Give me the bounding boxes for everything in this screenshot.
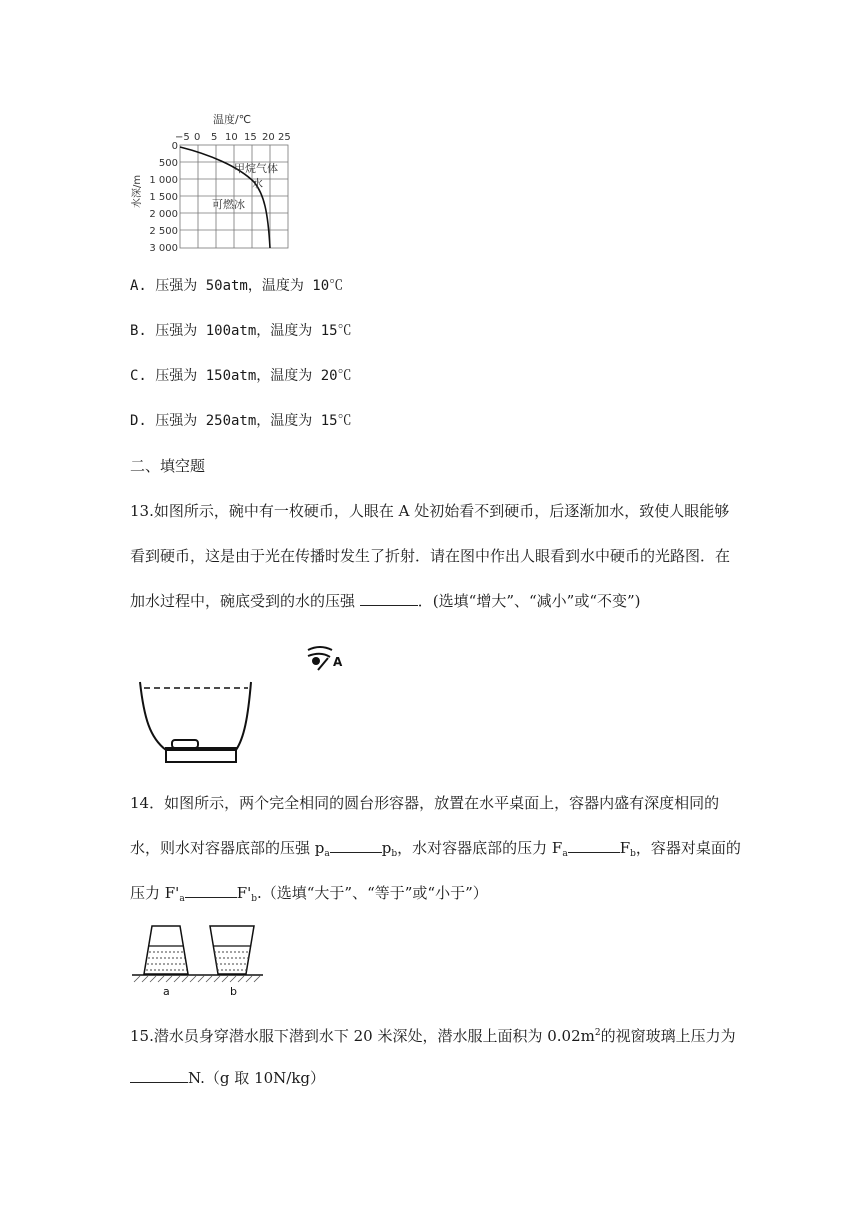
y-tick: 2 500 — [149, 226, 178, 237]
q13-line1: 13.如图所示，碗中有一枚硬币，人眼在 A 处初始看不到硬币，后逐渐加水，致使人眼能够 — [130, 502, 730, 520]
grid — [180, 145, 288, 248]
y-tick-labels — [149, 141, 178, 254]
x-tick: 20 — [262, 132, 275, 143]
q13-line3-tail: ．(选填“增大”、“减小”或“不变”) — [417, 592, 641, 610]
q15-text-1: 15.潜水员身穿潜水服下潜到水下 20 米深处，潜水服上面积为 0.02m — [130, 1027, 595, 1045]
q15-text-2: 的视窗玻璃上压力为 — [600, 1027, 736, 1045]
containers-figure — [130, 922, 265, 998]
temperature-axis-label: 温度/℃ — [213, 113, 252, 126]
y-axis-label: 水深/m — [132, 174, 143, 208]
q14-blank-force[interactable] — [568, 838, 620, 853]
y-tick: 2 000 — [149, 209, 178, 220]
y-tick: 1 500 — [149, 192, 178, 203]
container-label-b: b — [230, 985, 237, 998]
y-tick: 3 000 — [149, 243, 178, 254]
y-tick: 1 000 — [149, 175, 178, 186]
option-a: A. 压强为 50atm，温度为 10℃ — [130, 278, 344, 294]
region-label-methane-gas: 甲烷气体 — [234, 162, 278, 175]
x-tick: 5 — [211, 132, 218, 143]
subscript-a: a — [324, 849, 330, 859]
container-label-a: a — [163, 985, 170, 998]
q14-blank-table-force[interactable] — [185, 883, 237, 898]
q13-line3-text: 加水过程中，碗底受到的水的压强 — [130, 592, 356, 610]
q15-line1 — [130, 1023, 736, 1046]
q14-line1: 14．如图所示，两个完全相同的圆台形容器，放置在水平桌面上，容器内盛有深度相同的 — [130, 794, 720, 812]
q13-line3 — [130, 591, 641, 611]
subscript-b: b — [630, 849, 636, 859]
q14-text-1: 水，则水对容器底部的压强 p — [130, 839, 325, 857]
subscript-b: b — [391, 849, 398, 859]
q13-line2: 看到硬币，这是由于光在传播时发生了折射．请在图中作出人眼看到水中硬币的光路图．在 — [130, 547, 731, 565]
subscript-b: b — [251, 894, 257, 904]
q15-answer-blank[interactable] — [130, 1068, 188, 1083]
q14-text-3: ，容器对桌面的 — [635, 839, 741, 857]
phase-diagram-figure — [128, 108, 303, 256]
q14-line2 — [130, 838, 741, 864]
option-b: B. 压强为 100atm，温度为 15℃ — [130, 323, 352, 339]
region-label-water: 水 — [252, 177, 263, 190]
superscript-2: 2 — [594, 1028, 601, 1038]
section-title: 二、填空题 — [130, 457, 206, 475]
coin — [172, 740, 198, 748]
option-d: D. 压强为 250atm，温度为 15℃ — [130, 413, 352, 429]
option-c: C. 压强为 150atm，温度为 20℃ — [130, 368, 352, 384]
subscript-a: a — [562, 849, 568, 859]
q14-text-5: F' — [236, 884, 252, 902]
subscript-a: a — [179, 894, 185, 904]
table-hatching — [134, 976, 260, 982]
container-b — [210, 926, 254, 974]
y-tick: 0 — [171, 141, 178, 152]
q15-text-3: N.（g 取 10N/kg） — [188, 1069, 326, 1087]
y-tick: 500 — [158, 158, 178, 169]
bowl-figure — [130, 638, 370, 768]
x-tick: 0 — [194, 132, 201, 143]
x-tick-labels — [175, 132, 291, 143]
q14-text-f: F — [619, 839, 631, 857]
q14-blank-pressure[interactable] — [330, 838, 382, 853]
eye-icon — [308, 647, 332, 670]
q14-text-2: ，水对容器底部的压力 F — [397, 839, 563, 857]
q15-line2 — [130, 1068, 325, 1088]
region-label-combustible-ice: 可燃冰 — [212, 198, 245, 211]
eye-label: A — [333, 655, 343, 669]
x-tick: 25 — [278, 132, 291, 143]
x-tick: 10 — [225, 132, 238, 143]
q14-line3 — [130, 883, 488, 909]
q13-answer-blank[interactable] — [360, 591, 418, 606]
q14-text-p: p — [381, 839, 392, 857]
x-tick: −5 — [175, 132, 190, 143]
q14-text-4: 压力 F' — [130, 884, 180, 902]
q14-text-6: .（选填“大于”、“等于”或“小于”） — [256, 884, 488, 902]
x-tick: 15 — [244, 132, 257, 143]
container-a — [144, 926, 188, 974]
